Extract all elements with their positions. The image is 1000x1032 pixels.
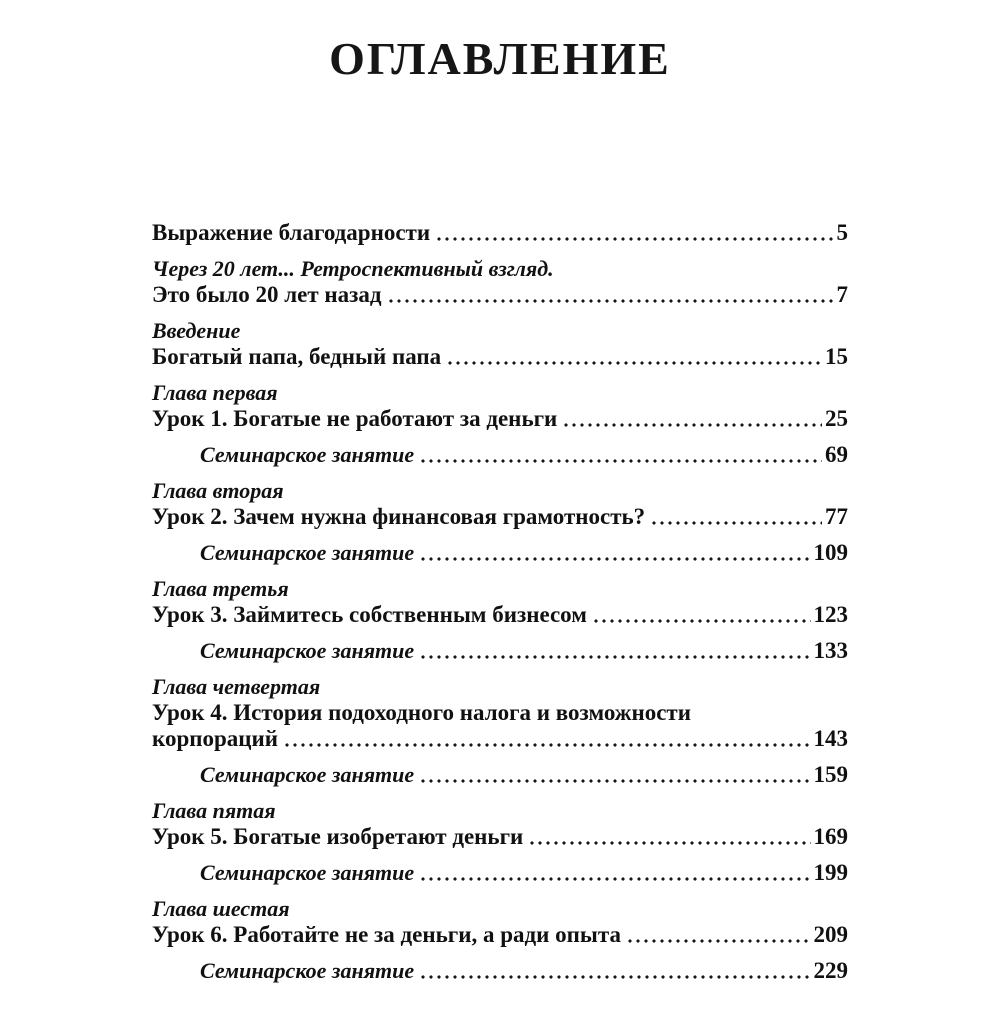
page-title: ОГЛАВЛЕНИЕ (329, 33, 671, 84)
page-number: 229 (813, 958, 848, 983)
dot-leader (446, 344, 822, 370)
toc-entry-text: Богатый папа, бедный папа (152, 344, 442, 369)
toc-entry-text: Урок 4. История подоходного налога и возможности (152, 700, 691, 725)
toc-entry-text: Урок 3. Займитесь собственным бизнесом (152, 602, 587, 627)
toc-row (152, 478, 848, 504)
page-number: 199 (813, 860, 848, 885)
toc-row (152, 896, 848, 922)
toc-entry-text: Семинарское занятие (200, 442, 415, 467)
toc-row (152, 504, 848, 530)
toc-entry-text: Урок 1. Богатые не работают за деньги (152, 406, 558, 431)
page-number: 159 (813, 762, 848, 787)
page-number: 209 (813, 922, 848, 947)
page-number: 109 (813, 540, 848, 565)
page-number: 69 (825, 442, 848, 467)
dot-leader (650, 504, 822, 530)
toc-entry-text: Урок 2. Зачем нужна финансовая грамотность? (152, 504, 646, 529)
toc-row (152, 442, 848, 468)
toc-row (152, 540, 848, 566)
toc-entry-text: Урок 6. Работайте не за деньги, а ради опыта (152, 922, 621, 947)
toc-list (152, 220, 848, 986)
toc-entry-text: Семинарское занятие (200, 762, 415, 787)
toc-row (152, 700, 848, 726)
page-number: 123 (813, 602, 848, 627)
toc-entry-text: Это было 20 лет назад (152, 282, 382, 307)
toc-row (152, 762, 848, 788)
dot-leader (387, 282, 834, 308)
toc-row (152, 318, 848, 344)
chapter-heading: Глава пятая (152, 798, 276, 823)
toc-entry-text: Семинарское занятие (200, 540, 415, 565)
toc-row (152, 922, 848, 948)
toc-row (152, 798, 848, 824)
toc-entry-text: Семинарское занятие (200, 860, 415, 885)
toc-entry-text: Семинарское занятие (200, 638, 415, 663)
toc-row (152, 824, 848, 850)
dot-leader (626, 922, 811, 948)
dot-leader (592, 602, 811, 628)
chapter-heading: Глава третья (152, 576, 289, 601)
dot-leader (419, 442, 822, 468)
toc-row (152, 406, 848, 432)
toc-row (152, 602, 848, 628)
toc-row (152, 860, 848, 886)
page-number: 5 (836, 220, 848, 245)
toc-row (152, 256, 848, 282)
toc-row (152, 380, 848, 406)
dot-leader (419, 762, 810, 788)
toc-row (152, 726, 848, 752)
dot-leader (419, 638, 810, 664)
page-number: 133 (813, 638, 848, 663)
dot-leader (419, 540, 810, 566)
dot-leader (435, 220, 833, 246)
toc-entry-text: Выражение благодарности (152, 220, 431, 245)
toc-entry-text: Урок 5. Богатые изобретают деньги (152, 824, 524, 849)
page-number: 25 (825, 406, 848, 431)
dot-leader (419, 860, 810, 886)
toc-page (0, 32, 1000, 1032)
chapter-heading: Глава первая (152, 380, 278, 405)
dot-leader (419, 958, 810, 984)
toc-row (152, 576, 848, 602)
page-number: 143 (813, 726, 848, 751)
dot-leader (562, 406, 822, 432)
chapter-heading: Глава вторая (152, 478, 284, 503)
toc-entry-text: Семинарское занятие (200, 958, 415, 983)
dot-leader (283, 726, 810, 752)
page-number: 77 (825, 504, 848, 529)
chapter-heading: Глава четвертая (152, 674, 321, 699)
toc-row (152, 220, 848, 246)
page-number: 7 (836, 282, 848, 307)
toc-row (152, 638, 848, 664)
chapter-heading: Глава шестая (152, 896, 290, 921)
toc-row (152, 282, 848, 308)
page-number: 169 (813, 824, 848, 849)
toc-row (152, 344, 848, 370)
dot-leader (528, 824, 810, 850)
chapter-heading: Через 20 лет... Ретроспективный взгляд. (152, 256, 554, 281)
toc-row (152, 674, 848, 700)
toc-row (152, 958, 848, 984)
page-number: 15 (825, 344, 848, 369)
chapter-heading: Введение (152, 318, 241, 343)
toc-entry-text: корпораций (152, 726, 279, 751)
